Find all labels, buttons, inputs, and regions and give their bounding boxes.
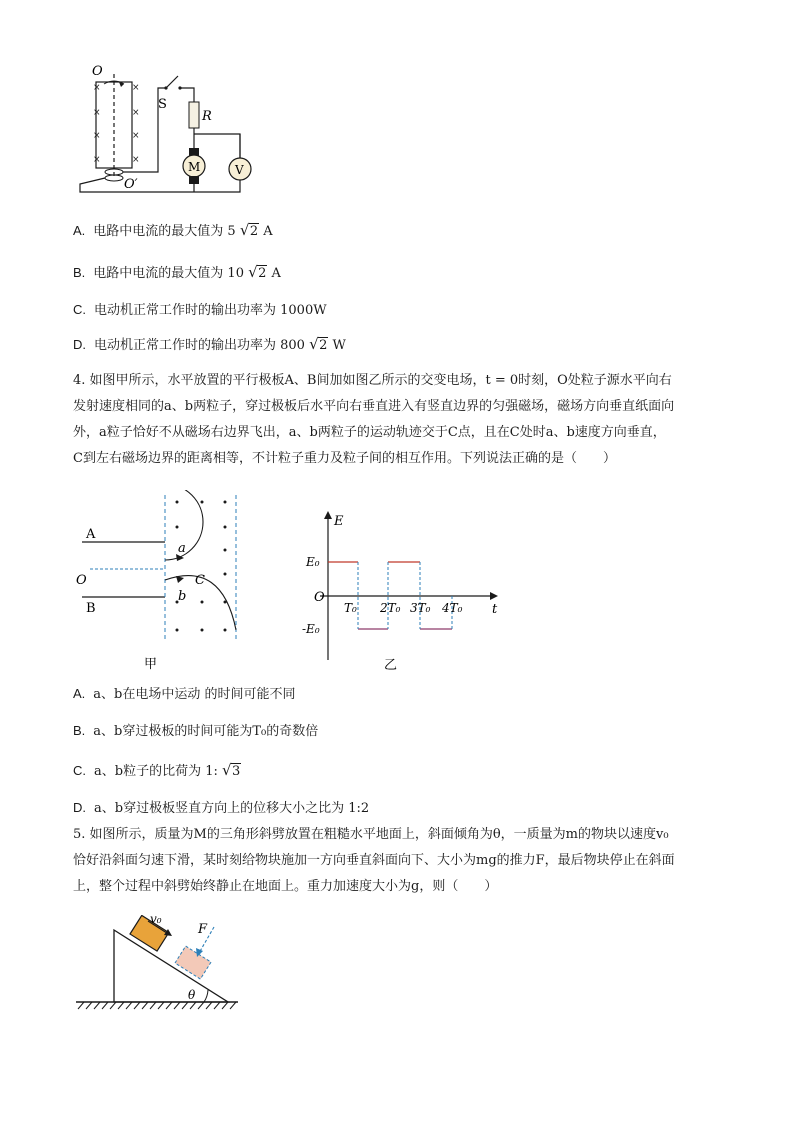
label-r: R <box>202 109 212 124</box>
tick-3t0: 3T₀ <box>410 601 431 615</box>
svg-text:×: × <box>132 155 140 165</box>
q5-stem: 5. 如图所示，质量为M的三角形斜劈放置在粗糙水平地面上，斜面倾角为θ，一质量为m的物块以速度v₀ 恰好沿斜面匀速下滑，某时刻给物块施加一方向垂直斜面向下、大小为mg的推力F，最后物块停止在斜面 上，整个过程中斜劈始终静止在地面上。重力加速度大小为g，则（ ） <box>73 827 675 894</box>
q3-option-a[interactable]: A. 电路中电流的最大值为 5 √ 2 A <box>73 221 273 239</box>
label-e: E <box>334 514 344 529</box>
caption-jia: 甲 <box>144 657 158 672</box>
tick-4t0: 4T₀ <box>442 601 463 615</box>
label-s: S <box>158 97 167 112</box>
magnetic-field-dots <box>176 501 227 632</box>
label-neg-e0: -E₀ <box>302 622 320 636</box>
switch-s <box>166 76 178 88</box>
q3-option-c[interactable]: C. 电动机正常工作时的输出功率为 1000W <box>73 302 327 318</box>
q4-option-d[interactable]: D. a、b穿过极板竖直方向上的位移大小之比为 1:2 <box>73 800 370 816</box>
wedge <box>114 930 228 1002</box>
svg-text:×: × <box>93 83 101 93</box>
label-m: M <box>188 160 201 174</box>
q3-option-d[interactable]: D. 电动机正常工作时的输出功率为 800 √ 2 W <box>73 335 346 353</box>
label-b: b <box>178 589 187 604</box>
label-plate-b: B <box>86 601 96 616</box>
q3-circuit-figure <box>70 60 270 205</box>
q5-incline-figure <box>72 915 242 1015</box>
label-t: t <box>492 602 498 617</box>
svg-text:×: × <box>93 131 101 141</box>
svg-text:×: × <box>132 108 140 118</box>
label-plate-a: A <box>86 527 96 542</box>
q4-option-c[interactable]: C. a、b粒子的比荷为 1: √ 3 <box>73 761 241 779</box>
q4-option-a[interactable]: A. a、b在电场中运动 的时间可能不同 <box>73 686 296 702</box>
q4-figure-jia <box>72 490 252 675</box>
label-v: V <box>235 163 244 177</box>
label-f: F <box>198 922 208 937</box>
svg-text:×: × <box>132 83 140 93</box>
tick-2t0: 2T₀ <box>380 601 401 615</box>
label-o-prime: O′ <box>124 177 138 192</box>
label-o: O <box>76 573 87 588</box>
label-c: C <box>195 573 205 588</box>
q4-figure-yi <box>300 505 510 675</box>
label-theta: θ <box>188 988 196 1002</box>
label-origin: O <box>314 590 325 605</box>
block-final-position <box>175 946 211 979</box>
ground-hatching <box>78 1002 236 1009</box>
svg-text:×: × <box>132 131 140 141</box>
resistor-r <box>189 102 199 128</box>
label-a: a <box>178 541 186 556</box>
svg-text:×: × <box>93 155 101 165</box>
label-v0: v₀ <box>150 915 162 926</box>
svg-text:×: × <box>93 108 101 118</box>
label-o: O <box>92 64 103 79</box>
q4-option-b[interactable]: B. a、b穿过极板的时间可能为T₀的奇数倍 <box>73 723 319 739</box>
caption-yi: 乙 <box>384 658 398 673</box>
q4-stem: 4. 如图甲所示，水平放置的平行极板A、B间加如图乙所示的交变电场，t = 0时刻，O处粒子源水平向右 发射速度相同的a、b两粒子，穿过极板后水平向右垂直进入有竖直边界的匀强磁场，磁场方向垂直纸面向 外，a粒子恰好不从磁场右边界飞出，a、b两粒子的运动轨迹交于C点，且在C处时a、b速度方向垂直， C到左右磁场边界的距离相等，不计粒子重力及粒子间的相互作用。下列说法正确的是（ ） <box>73 373 675 466</box>
label-e0: E₀ <box>306 555 320 569</box>
q3-option-b[interactable]: B. 电路中电流的最大值为 10 √ 2 A <box>73 263 281 281</box>
tick-t0: T₀ <box>344 601 357 615</box>
